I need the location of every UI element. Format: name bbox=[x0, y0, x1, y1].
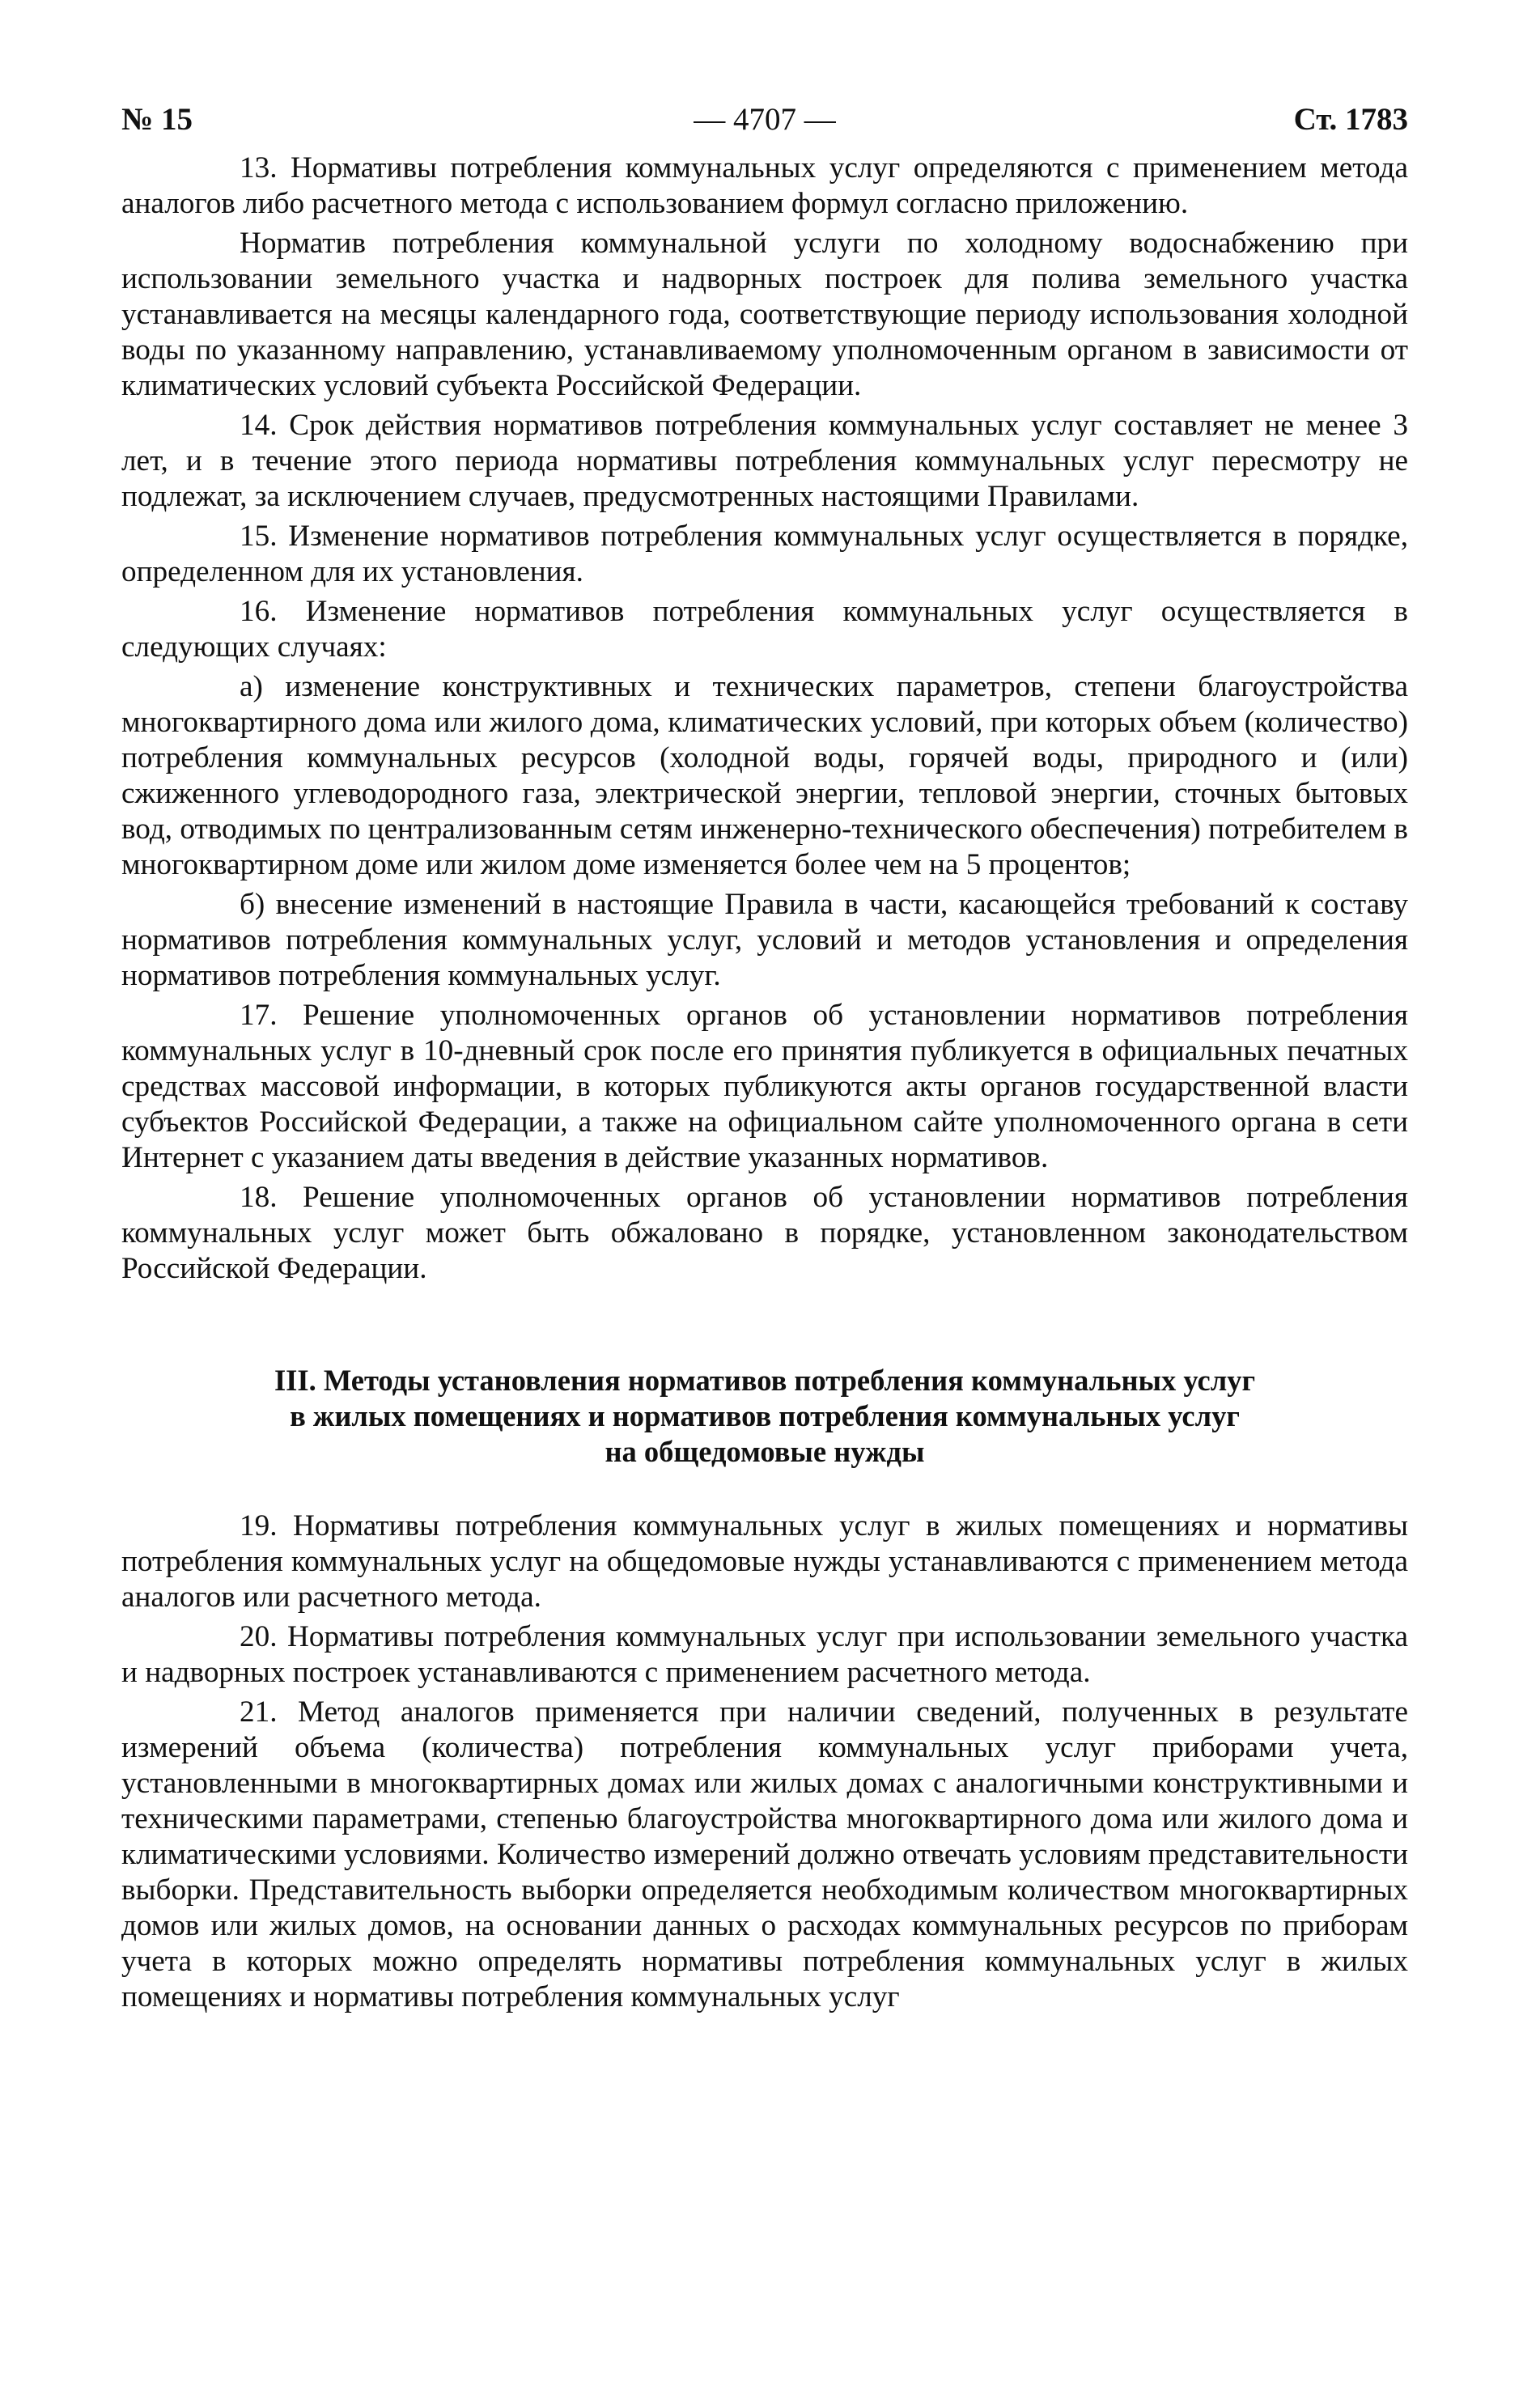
document-page bbox=[121, 100, 1408, 2019]
document-body bbox=[121, 151, 1408, 2015]
section-heading-line-2: в жилых помещениях и нормативов потребления коммунальных услуг bbox=[290, 1399, 1240, 1432]
section-heading bbox=[121, 1363, 1408, 1470]
paragraph-13-cold-water: Норматив потребления коммунальной услуги по холодному водоснабжению при использовании земельного участка и надворных построек для полива земельного участка устанавливается на месяцы календарного года, соответствующие периоду использования холодной воды по указанному направлению, устанавливаемому уполномоченным органом в зависимости от климатических условий субъекта Российской Федерации. bbox=[121, 227, 1408, 402]
paragraph-17: 17. Решение уполномоченных органов об установлении нормативов потребления коммунальных услуг в 10-дневный срок после его принятия публикуется в официальных печатных средствах массовой информации, в которых публикуются акты органов государственной власти субъектов Российской Федерации, а также на официальном сайте уполномоченного органа в сети Интернет с указанием даты введения в действие указанных нормативов. bbox=[121, 999, 1408, 1174]
issue-number: № 15 bbox=[121, 102, 193, 137]
paragraph-13: 13. Нормативы потребления коммунальных услуг определяются с применением метода аналогов либо расчетного метода с использованием формул согласно приложению. bbox=[121, 151, 1408, 220]
page-header bbox=[121, 100, 1408, 149]
section-heading-line-1: III. Методы установления нормативов потребления коммунальных услуг bbox=[274, 1364, 1256, 1397]
paragraph-16-a: а) изменение конструктивных и технических параметров, степени благоустройства многоквартирного дома или жилого дома, климатических условий, при которых объем (количество) потребления коммунальных ресурсов (холодной воды, горячей воды, природного и (или) сжиженного углеводородного газа, электрической энергии, тепловой энергии, сточных бытовых вод, отводимых по централизованным сетям инженерно-технического обеспечения) потребителем в многоквартирном доме или жилом доме изменяется более чем на 5 процентов; bbox=[121, 670, 1408, 881]
paragraph-18: 18. Решение уполномоченных органов об установлении нормативов потребления коммунальных услуг может быть обжаловано в порядке, установленном законодательством Российской Федерации. bbox=[121, 1181, 1408, 1285]
paragraph-21: 21. Метод аналогов применяется при наличии сведений, полученных в результате измерений объема (количества) потребления коммунальных услуг приборами учета, установленными в многоквартирных домах или жилых домах с аналогичными конструктивными и техническими параметрами, степенью благоустройства многоквартирного дома или жилого дома и климатическими условиями. Количество измерений должно отвечать условиям представительности выборки. Представительность выборки определяется необходимым количеством многоквартирных домов или жилых домов, на основании данных о расходах коммунальных ресурсов по приборам учета в которых можно определять нормативы потребления коммунальных услуг в жилых помещениях и нормативы потребления коммунальных услуг bbox=[121, 1695, 1408, 2013]
article-number: Ст. 1783 bbox=[1293, 102, 1408, 137]
paragraph-15: 15. Изменение нормативов потребления коммунальных услуг осуществляется в порядке, определенном для их установления. bbox=[121, 520, 1408, 588]
paragraph-16-b: б) внесение изменений в настоящие Правила в части, касающейся требований к составу нормативов потребления коммунальных услуг, условий и методов установления и определения нормативов потребления коммунальных услуг. bbox=[121, 888, 1408, 992]
paragraph-16: 16. Изменение нормативов потребления коммунальных услуг осуществляется в следующих случаях: bbox=[121, 595, 1408, 664]
paragraph-14: 14. Срок действия нормативов потребления коммунальных услуг составляет не менее 3 лет, и в течение этого периода нормативы потребления коммунальных услуг пересмотру не подлежат, за исключением случаев, предусмотренных настоящими Правилами. bbox=[121, 409, 1408, 513]
section-heading-line-3: на общедомовые нужды bbox=[605, 1435, 925, 1468]
page-number: — 4707 — bbox=[694, 102, 836, 137]
paragraph-20: 20. Нормативы потребления коммунальных услуг при использовании земельного участка и надворных построек устанавливаются с применением расчетного метода. bbox=[121, 1620, 1408, 1689]
paragraph-19: 19. Нормативы потребления коммунальных услуг в жилых помещениях и нормативы потребления коммунальных услуг на общедомовые нужды устанавливаются с применением метода аналогов или расчетного метода. bbox=[121, 1509, 1408, 1614]
